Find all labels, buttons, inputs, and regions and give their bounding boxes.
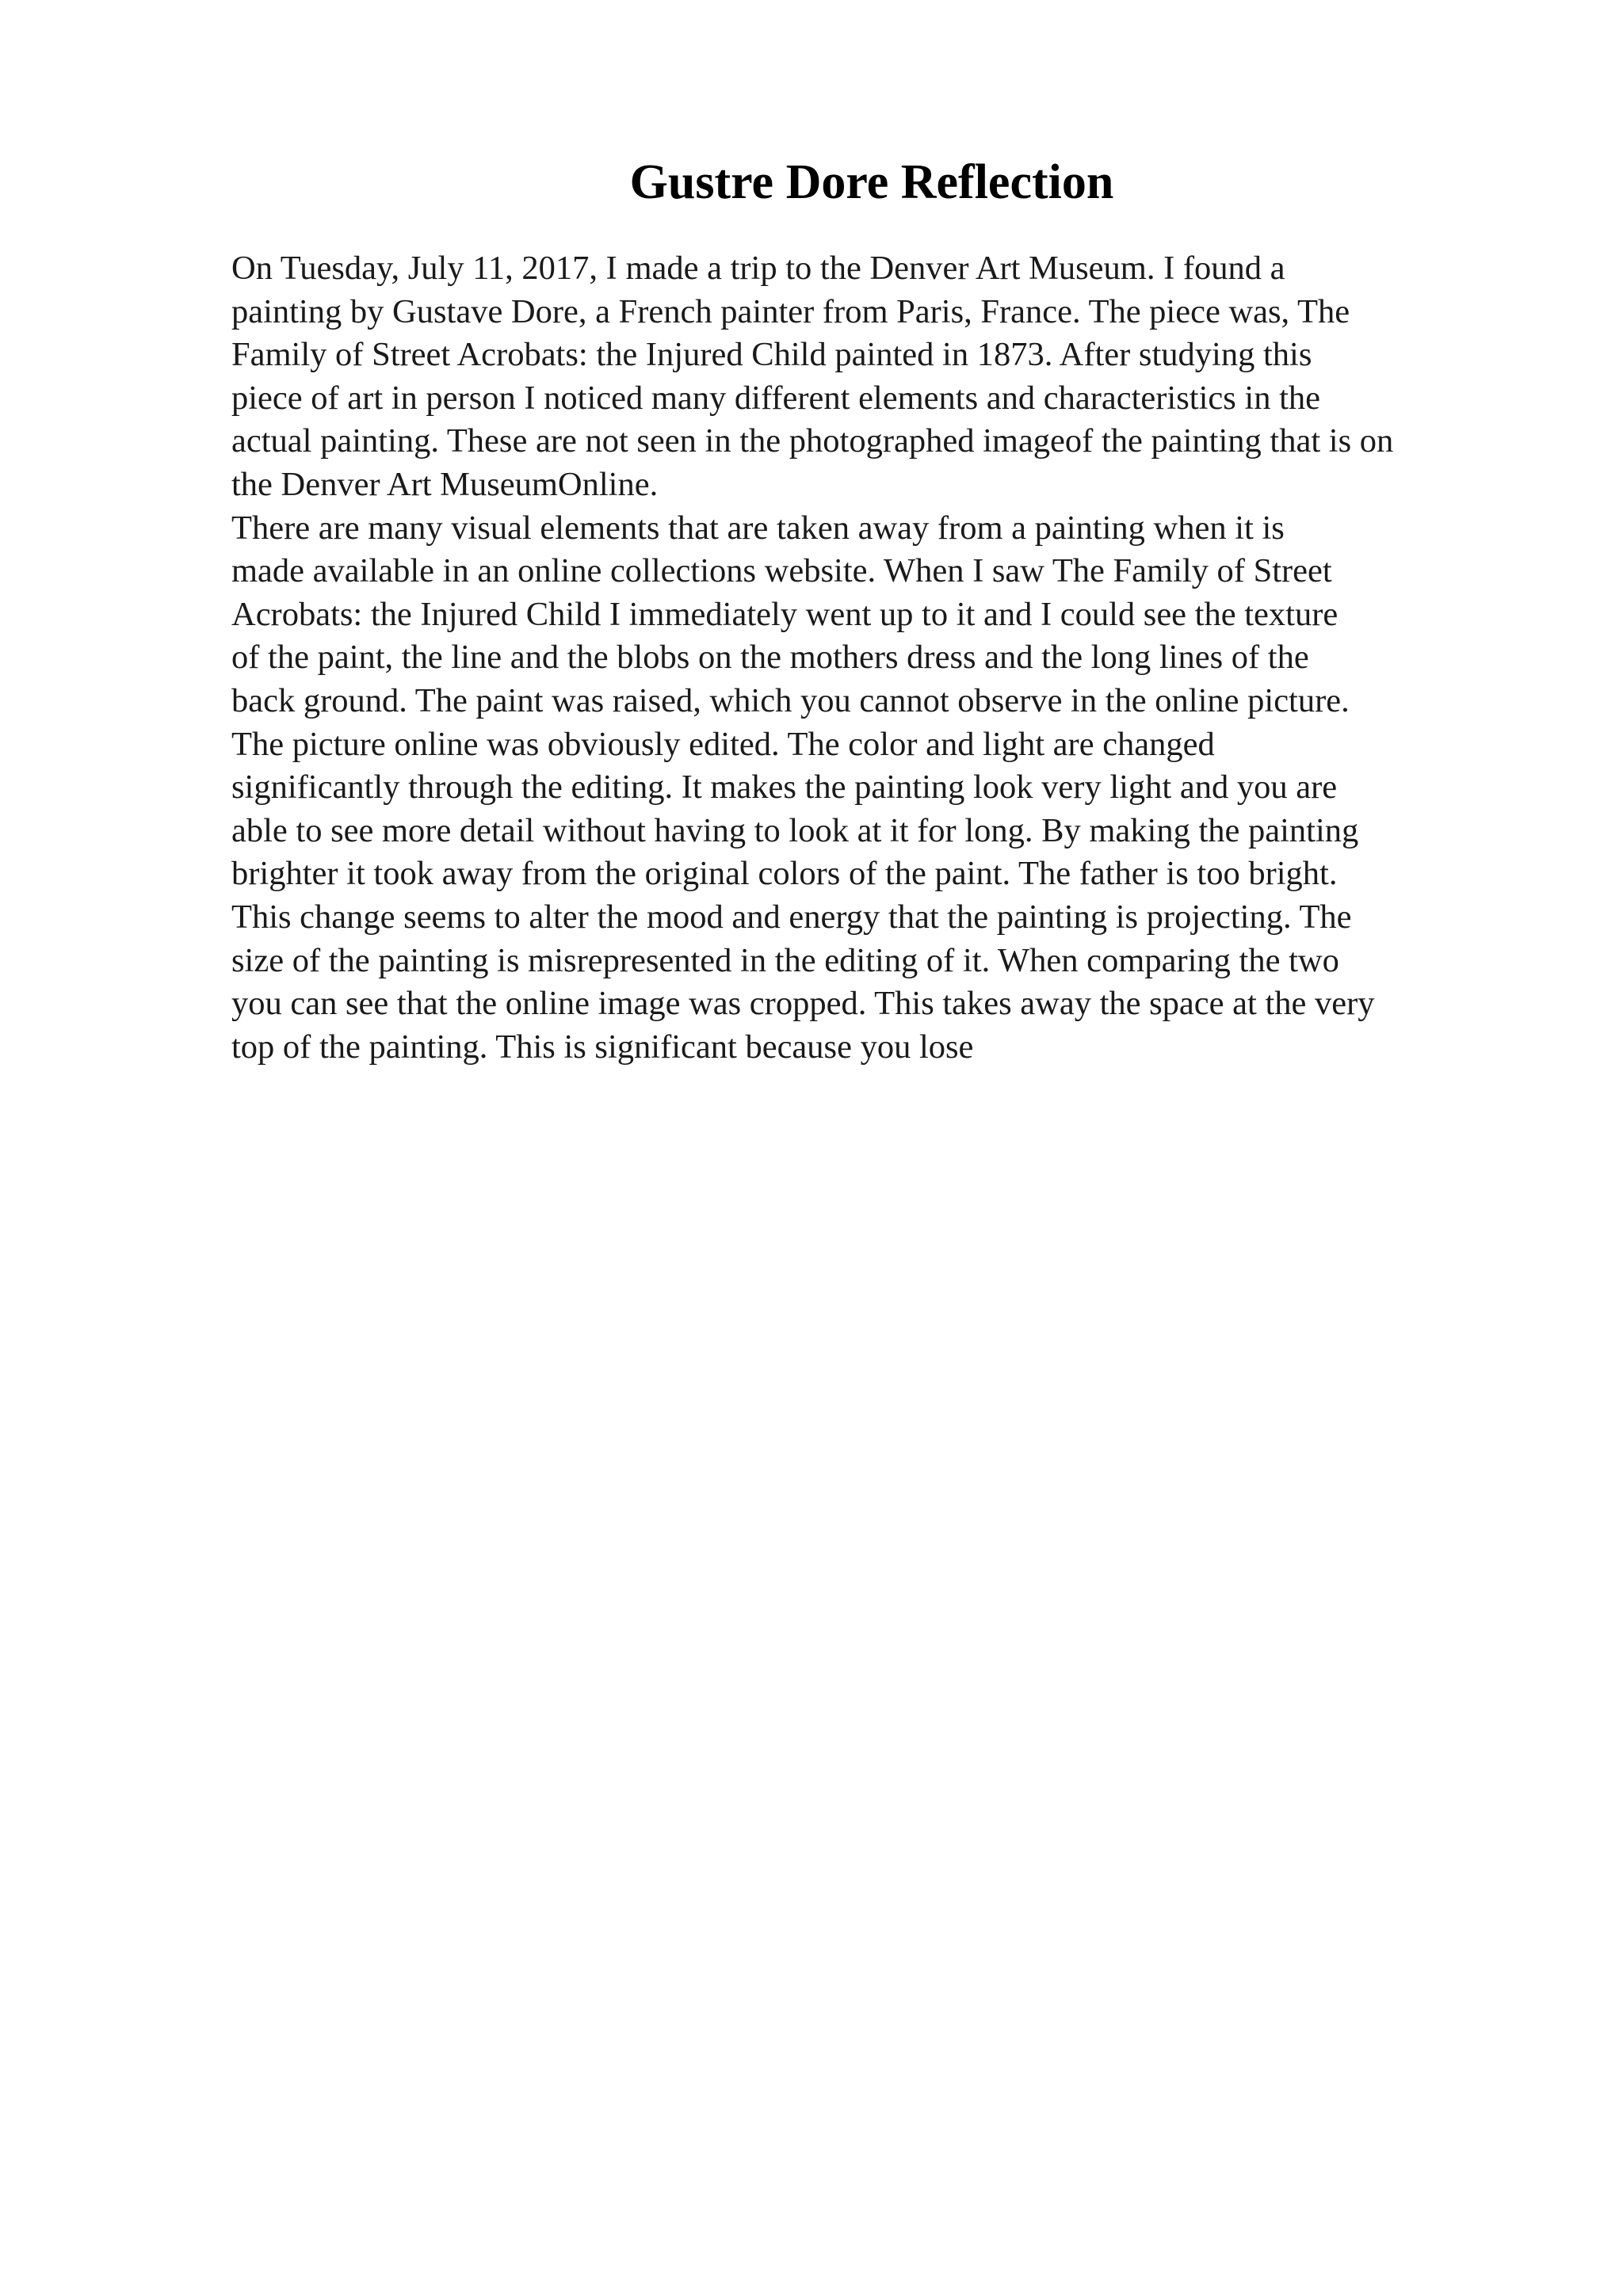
body-line: of the paint, the line and the blobs on the mothers dress and the long lines of the [231, 639, 1309, 677]
body-line: back ground. The paint was raised, which you cannot observe in the online picture. [231, 681, 1350, 719]
body-line: the Denver Art MuseumOnline. [231, 465, 659, 503]
body-line: piece of art in person I noticed many different elements and characteristics in the [231, 379, 1321, 417]
body-line: Acrobats: the Injured Child I immediately went up to it and I could see the texture [231, 595, 1338, 633]
body-line: There are many visual elements that are taken away from a painting when it is [231, 509, 1285, 547]
body-line: size of the painting is misrepresented in the editing of it. When comparing the two [231, 941, 1339, 979]
body-line: significantly through the editing. It makes the painting look very light and you are [231, 769, 1338, 807]
body-line: made available in an online collections website. When I saw The Family of Street [231, 552, 1332, 590]
body-line: you can see that the online image was cropped. This takes away the space at the very [231, 985, 1375, 1023]
body-line: On Tuesday, July 11, 2017, I made a trip to the Denver Art Museum. I found a [231, 250, 1285, 287]
body-line: painting by Gustave Dore, a French painter from Paris, France. The piece was, The [231, 292, 1350, 330]
document-title: Gustre Dore Reflection [629, 155, 1114, 209]
body-line: This change seems to alter the mood and energy that the painting is projecting. The [231, 898, 1352, 936]
body-line: top of the painting. This is significant because you lose [231, 1028, 974, 1066]
body-line: The picture online was obviously edited. The color and light are changed [231, 725, 1215, 763]
document-body [231, 247, 1531, 1069]
body-line: actual painting. These are not seen in the photographed imageof the painting that is on [231, 422, 1394, 460]
body-line: brighter it took away from the original colors of the paint. The father is too bright. [231, 855, 1338, 893]
body-line: Family of Street Acrobats: the Injured Child painted in 1873. After studying this [231, 336, 1312, 374]
body-line: able to see more detail without having to look at it for long. By making the painting [231, 811, 1359, 849]
